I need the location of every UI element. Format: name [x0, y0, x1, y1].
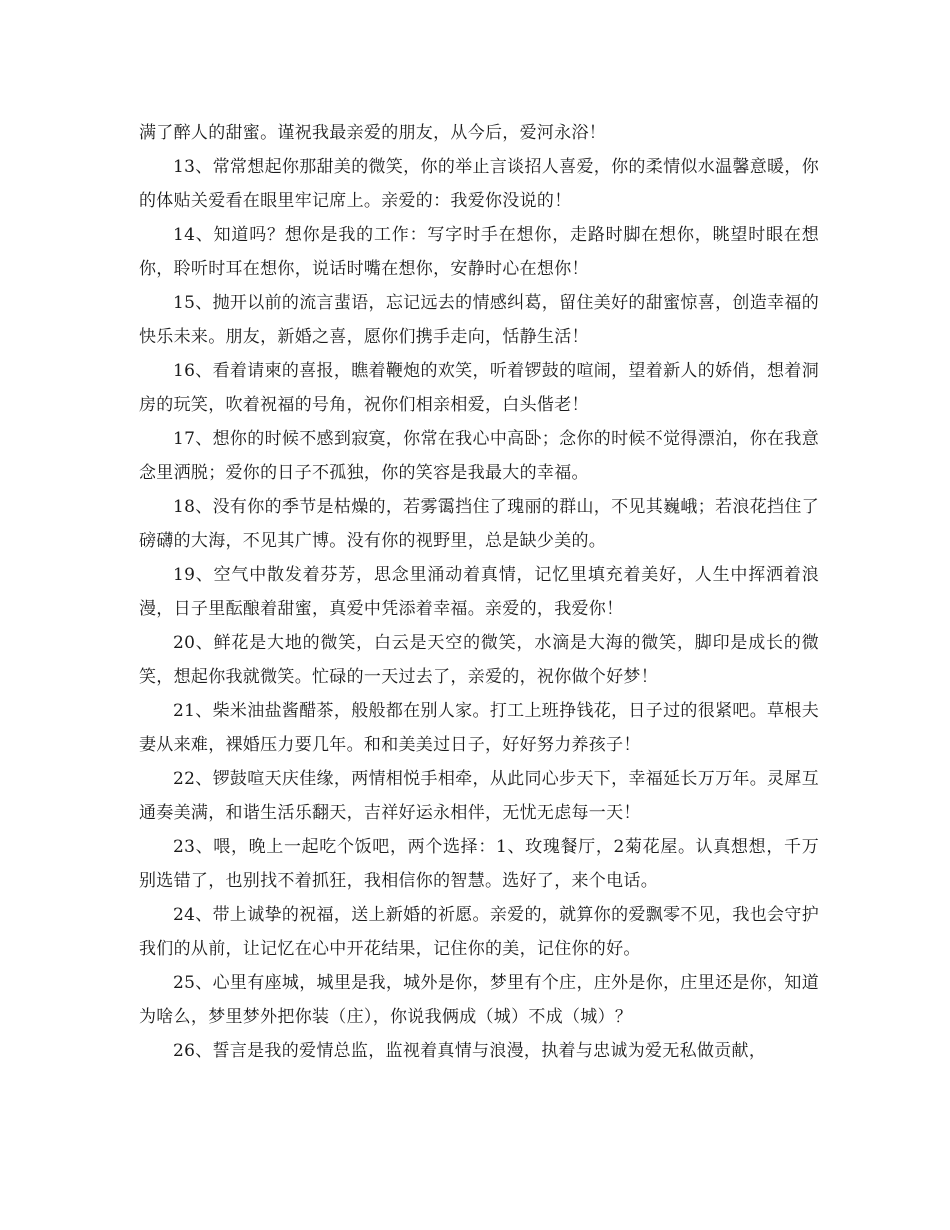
paragraph-item-24: 24、带上诚挚的祝福，送上新婚的祈愿。亲爱的，就算你的爱飘零不见，我也会守护我们的从前，让记忆在心中开花结果，记住你的美，记住你的好。	[139, 905, 819, 959]
paragraph-item-20: 20、鲜花是大地的微笑，白云是天空的微笑，水滴是大海的微笑，脚印是成长的微笑，想起你我就微笑。忙碌的一天过去了，亲爱的，祝你做个好梦！	[139, 633, 819, 687]
paragraph-item-13: 13、常常想起你那甜美的微笑，你的举止言谈招人喜爱，你的柔情似水温馨意暖，你的体贴关爱看在眼里牢记席上。亲爱的：我爱你没说的！	[139, 157, 819, 211]
document-page	[139, 116, 819, 1068]
paragraph-item-25: 25、心里有座城，城里是我，城外是你，梦里有个庄，庄外是你，庄里还是你，知道为啥么，梦里梦外把你装（庄），你说我俩成（城）不成（城）？	[139, 973, 819, 1027]
paragraph-item-16: 16、看着请柬的喜报，瞧着鞭炮的欢笑，听着锣鼓的喧闹，望着新人的娇俏，想着洞房的玩笑，吹着祝福的号角，祝你们相亲相爱，白头偕老！	[139, 361, 819, 415]
paragraph-item-18: 18、没有你的季节是枯燥的，若雾霭挡住了瑰丽的群山，不见其巍峨；若浪花挡住了磅礴的大海，不见其广博。没有你的视野里，总是缺少美的。	[139, 497, 819, 551]
paragraph-continuation: 满了醉人的甜蜜。谨祝我最亲爱的朋友，从今后，爱河永浴！	[139, 123, 607, 143]
paragraph-item-19: 19、空气中散发着芬芳，思念里涌动着真情，记忆里填充着美好，人生中挥洒着浪漫，日子里酝酿着甜蜜，真爱中凭添着幸福。亲爱的，我爱你！	[139, 565, 819, 619]
paragraph-item-26: 26、誓言是我的爱情总监，监视着真情与浪漫，执着与忠诚为爱无私做贡献，	[173, 1041, 767, 1061]
paragraph-item-23: 23、喂，晚上一起吃个饭吧，两个选择：1、玫瑰餐厅，2菊花屋。认真想想，千万别选错了，也别找不着抓狂，我相信你的智慧。选好了，来个电话。	[139, 837, 819, 891]
paragraph-item-21: 21、柴米油盐酱醋茶，般般都在别人家。打工上班挣钱花，日子过的很紧吧。草根夫妻从来难，裸婚压力要几年。和和美美过日子，好好努力养孩子！	[139, 701, 819, 755]
paragraph-item-15: 15、抛开以前的流言蜚语，忘记远去的情感纠葛，留住美好的甜蜜惊喜，创造幸福的快乐未来。朋友，新婚之喜，愿你们携手走向，恬静生活！	[139, 293, 819, 347]
paragraph-item-14: 14、知道吗？想你是我的工作：写字时手在想你，走路时脚在想你，眺望时眼在想你，聆听时耳在想你，说话时嘴在想你，安静时心在想你！	[139, 225, 819, 279]
paragraph-item-22: 22、锣鼓喧天庆佳缘，两情相悦手相牵，从此同心步天下，幸福延长万万年。灵犀互通奏美满，和谐生活乐翻天，吉祥好运永相伴，无忧无虑每一天！	[139, 769, 819, 823]
paragraph-item-17: 17、想你的时候不感到寂寞，你常在我心中高卧；念你的时候不觉得漂泊，你在我意念里洒脱；爱你的日子不孤独，你的笑容是我最大的幸福。	[139, 429, 819, 483]
